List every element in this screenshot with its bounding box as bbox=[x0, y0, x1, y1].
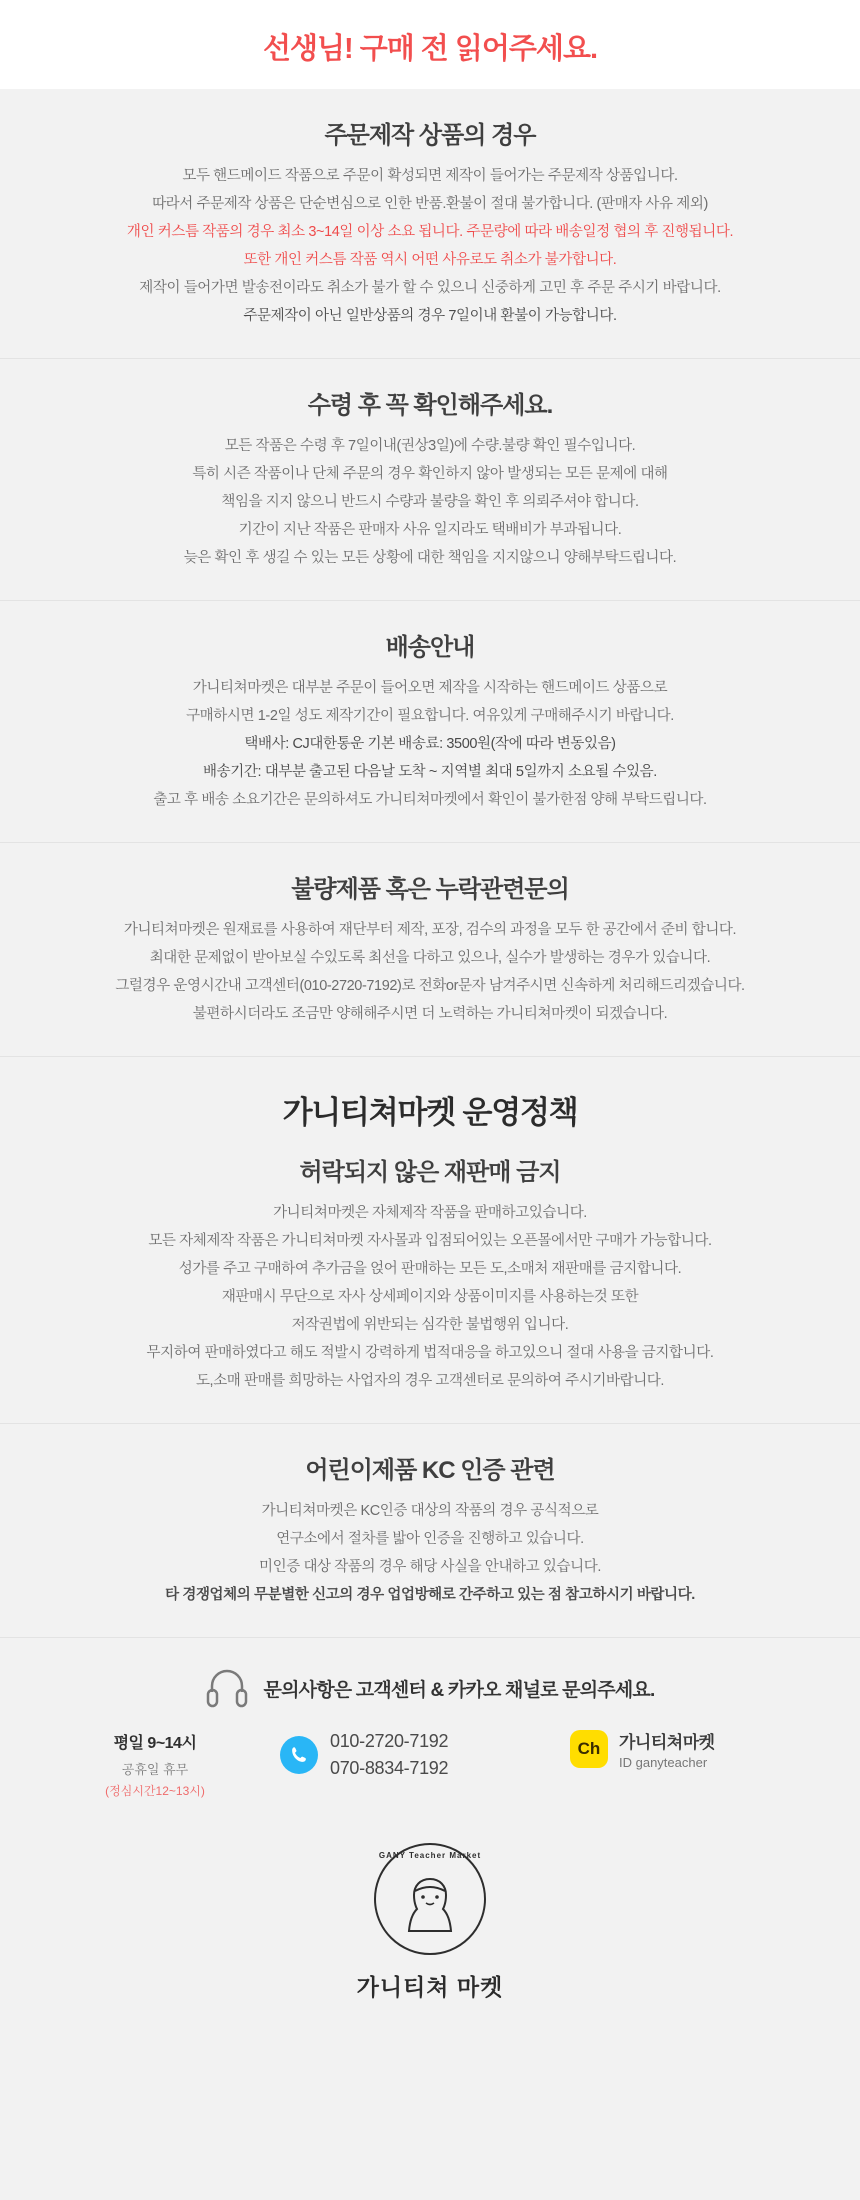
girl-face-icon bbox=[401, 1875, 459, 1937]
section-heading: 주문제작 상품의 경우 bbox=[324, 122, 536, 149]
section-body bbox=[40, 436, 820, 569]
logo-name: 가니티쳐 마켓 bbox=[356, 1974, 504, 2001]
business-hours bbox=[70, 1728, 240, 1799]
section-body bbox=[40, 166, 820, 327]
contact-section bbox=[0, 1637, 860, 1809]
section-kc-certification bbox=[0, 1423, 860, 1637]
body-line: 특히 시즌 작품이나 단체 주문의 경우 확인하지 않아 발생되는 모든 문제에 대해 bbox=[192, 466, 668, 483]
section-heading: 어린이제품 KC 인증 관련 bbox=[305, 1457, 555, 1485]
body-line: 성가를 주고 구매하여 추가금을 얹어 판매하는 모든 도,소매처 재판매를 금지합니다. bbox=[178, 1261, 682, 1278]
brand-logo bbox=[0, 1809, 860, 2016]
phone-glyph-icon bbox=[288, 1744, 310, 1766]
body-line: 가니티쳐마켓은 원재료를 사용하여 재단부터 제작, 포장, 검수의 과정을 모두 한 공간에서 준비 합니다. bbox=[123, 922, 737, 939]
section-body bbox=[40, 1203, 820, 1392]
contact-row bbox=[40, 1728, 820, 1799]
body-line: 가니티쳐마켓은 KC인증 대상의 작품의 경우 공식적으로 bbox=[261, 1503, 599, 1520]
hours-holiday: 공휴일 휴무 bbox=[121, 1762, 189, 1778]
logo-circle bbox=[374, 1843, 486, 1955]
kakao-text bbox=[619, 1728, 715, 1770]
section-body bbox=[40, 678, 820, 811]
body-line: 제작이 들어가면 발송전이라도 취소가 불가 할 수 있으니 신중하게 고민 후 주문 주시기 바랍니다. bbox=[139, 280, 721, 297]
kakao-channel-icon[interactable]: Ch bbox=[570, 1730, 608, 1768]
whatsapp-icon[interactable] bbox=[280, 1736, 318, 1774]
hours-lunch: (정심시간12~13시) bbox=[105, 1784, 205, 1799]
body-line: 개인 커스틈 작품의 경우 최소 3~14일 이상 소요 됩니다. 주문량에 따라 배송일정 협의 후 진행됩니다. bbox=[126, 224, 734, 241]
headset-icon bbox=[206, 1666, 248, 1710]
body-line: 저작권법에 위반되는 심각한 불법행위 입니다. bbox=[291, 1317, 569, 1334]
body-line: 배송기간: 대부분 출고된 다음날 도착 ~ 지역별 최대 5일까지 소요될 수있음. bbox=[203, 764, 657, 781]
logo-arc-text: GANY Teacher Market bbox=[378, 1851, 482, 1861]
body-line: 모든 자체제작 작품은 가니티쳐마켓 자사몰과 입점되어있는 오픈몰에서만 구매가 가능합니다. bbox=[148, 1233, 712, 1250]
kakao-channel-name: 가니티쳐마켓 bbox=[619, 1733, 715, 1753]
section-heading: 수령 후 꼭 확인해주세요. bbox=[307, 392, 553, 420]
body-line: 기간이 지난 작품은 판매자 사유 일지라도 택배비가 부과됩니다. bbox=[238, 522, 622, 539]
contact-title: 문의사항은 고객센터 & 카카오 채널로 문의주세요. bbox=[263, 1679, 655, 1701]
phone-number[interactable]: 010-2720-7192 bbox=[330, 1731, 449, 1752]
section-shipping bbox=[0, 600, 860, 842]
body-line: 늦은 확인 후 생길 수 있는 모든 상황에 대한 책임을 지지않으니 양해부탁드립니다. bbox=[183, 550, 677, 567]
contact-header bbox=[40, 1666, 820, 1710]
phone-numbers bbox=[330, 1728, 448, 1782]
body-line: 미인증 대상 작품의 경우 해당 사실을 안내하고 있습니다. bbox=[259, 1559, 601, 1576]
body-line: 도,소매 판매를 희망하는 사업자의 경우 고객센터로 문의하여 주시기바랍니다. bbox=[195, 1373, 665, 1390]
body-line: 연구소에서 절차를 밟아 인증을 진행하고 있습니다. bbox=[276, 1531, 584, 1548]
body-line: 택배사: CJ대한통운 기본 배송료: 3500원(작에 따라 변동있음) bbox=[244, 736, 616, 753]
section-order-made bbox=[0, 89, 860, 358]
body-line: 가니티쳐마켓은 대부분 주문이 들어오면 제작을 시작하는 핸드메이드 상품으로 bbox=[192, 680, 668, 697]
body-line: 무지하여 판매하였다고 해도 적발시 강력하게 법적대응을 하고있으니 절대 사용을 금지합니다. bbox=[146, 1345, 714, 1362]
page-title: 선생님! 구매 전 읽어주세요. bbox=[0, 0, 860, 89]
body-line: 가니티쳐마켓은 자체제작 작품을 판매하고있습니다. bbox=[273, 1205, 587, 1222]
phone-block[interactable] bbox=[280, 1728, 530, 1782]
section-body bbox=[40, 1501, 820, 1606]
kakao-channel-id: ID ganyteacher bbox=[619, 1755, 708, 1771]
body-line: 모든 작품은 수령 후 7일이내(권상3일)에 수량.불량 확인 필수입니다. bbox=[224, 438, 636, 455]
body-line: 구매하시면 1-2일 성도 제작기간이 필요합니다. 여유있게 구매해주시기 바랍니다. bbox=[186, 708, 674, 725]
section-heading: 허락되지 않은 재판매 금지 bbox=[299, 1159, 561, 1187]
body-line: 출고 후 배송 소요기간은 문의하셔도 가니티쳐마켓에서 확인이 불가한점 양해 부탁드립니다. bbox=[153, 792, 707, 809]
body-line: 책임을 지지 않으니 반드시 수량과 불량을 확인 후 의뢰주셔야 합니다. bbox=[221, 494, 639, 511]
body-line: 주문제작이 아닌 일반상품의 경우 7일이내 환불이 가능합니다. bbox=[243, 308, 617, 325]
body-line: 재판매시 무단으로 자사 상세페이지와 상품이미지를 사용하는것 또한 bbox=[221, 1289, 639, 1306]
body-line: 최대한 문제없이 받아보실 수있도록 최선을 다하고 있으나, 실수가 발생하는 경우가 있습니다. bbox=[149, 950, 711, 967]
body-line: 또한 개인 커스틈 작품 역시 어떤 사유로도 취소가 불가합니다. bbox=[243, 252, 617, 269]
section-body bbox=[40, 920, 820, 1025]
phone-number[interactable]: 070-8834-7192 bbox=[330, 1758, 449, 1779]
body-line: 불편하시더라도 조금만 양해해주시면 더 노력하는 가니티쳐마켓이 되겠습니다. bbox=[192, 1006, 668, 1023]
section-heading: 불량제품 혹은 누락관련문의 bbox=[291, 876, 569, 904]
body-line: 타 경쟁업체의 무분별한 신고의 경우 업업방해로 간주하고 있는 점 참고하시기 바랍니다. bbox=[165, 1587, 695, 1604]
section-resale-ban bbox=[0, 1138, 860, 1423]
section-after-receipt bbox=[0, 358, 860, 600]
body-line: 그럴경우 운영시간내 고객센터(010-2720-7192)로 전화or문자 남겨주시면 신속하게 처리해드리겠습니다. bbox=[115, 978, 745, 995]
section-defect-inquiry bbox=[0, 842, 860, 1056]
section-heading: 배송안내 bbox=[385, 634, 475, 662]
hours-weekday: 평일 9~14시 bbox=[113, 1735, 197, 1753]
body-line: 모두 핸드메이드 작품으로 주문이 확성되면 제작이 들어가는 주문제작 상품입니다. bbox=[182, 168, 678, 184]
policy-title: 가니티쳐마켓 운영정책 bbox=[0, 1056, 860, 1138]
kakao-block[interactable] bbox=[570, 1728, 790, 1770]
body-line: 따라서 주문제작 상품은 단순변심으로 인한 반품.환불이 절대 불가합니다. (판매자 사유 제외) bbox=[152, 196, 708, 213]
